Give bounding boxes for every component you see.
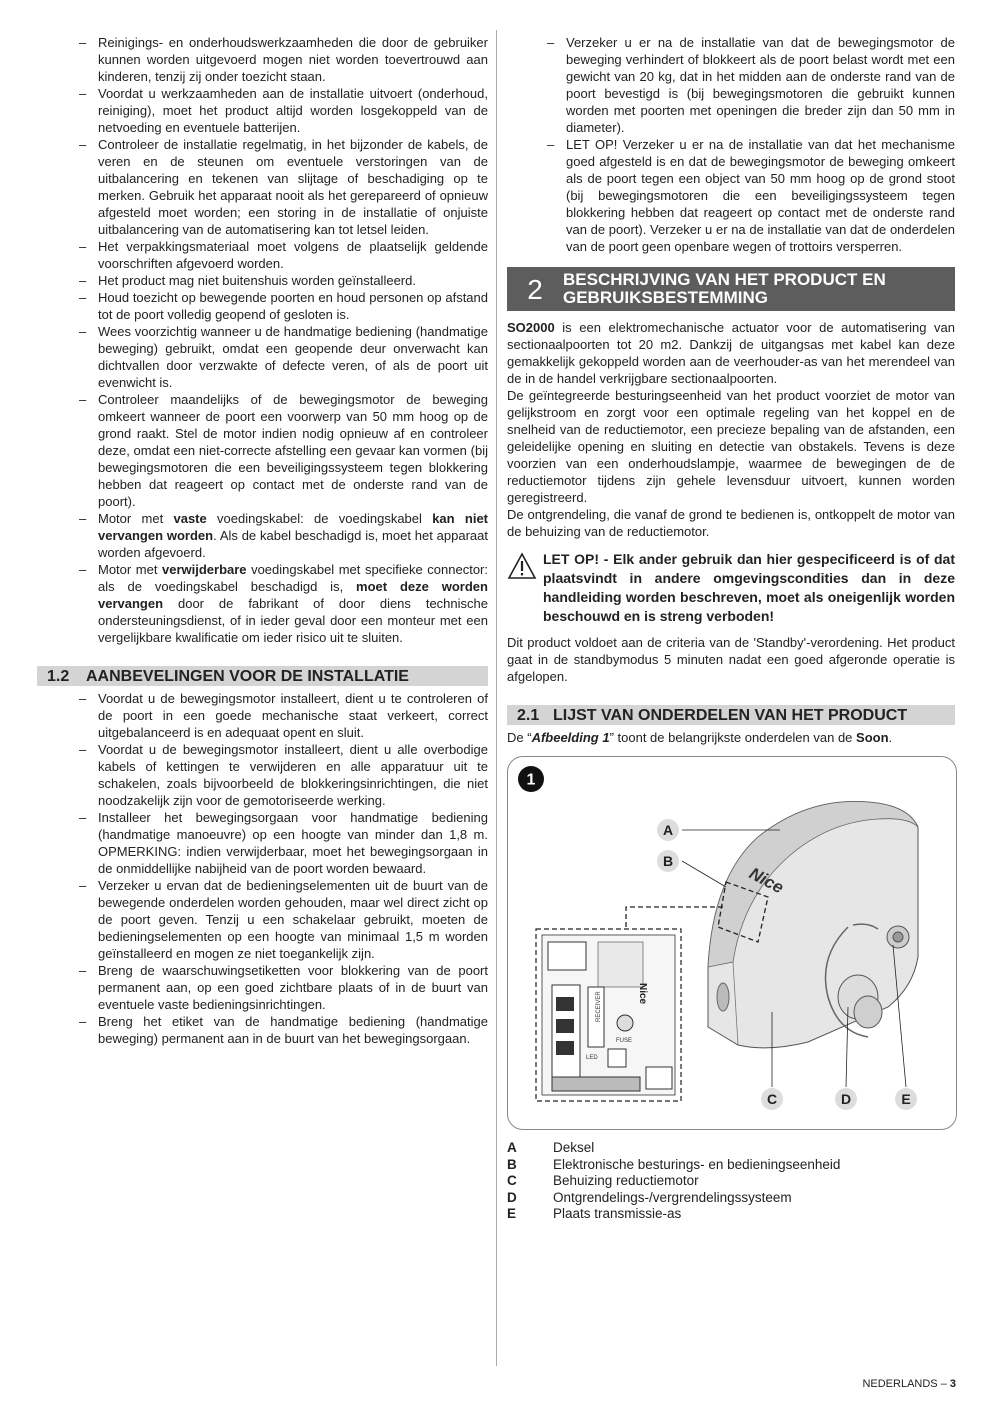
list-item: – Breng de waarschuwingsetiketten voor blokkering van de poort permanent aan, op een goed zichtbare plaats of in de buurt van eventuele vaste bedieningsinrichtingen.	[37, 962, 488, 1013]
list-item: – Voordat u de bewegingsmotor installeert, dient u te controleren of de poort in een goede mechanische staat verkeert, correct uitgebalanceerd is en adequaat opent en sluit.	[37, 690, 488, 741]
list-item: – Controleer maandelijks of de bewegingsmotor de beweging omkeert wanneer de poort een voorwerp van 50 mm hoog op de grond raakt. Stel de motor indien nodig opnieuw af en controleer deze, omdat een niet-correcte afstelling een gevaar kan vormen (bij bewegingsmotoren die een beveiligingssysteem tegen blokkering hebben dat reageert op contact met de onderste rand van de poort).	[37, 391, 488, 510]
control-unit-paragraph: De geïntegreerde besturingseenheid van het product voorziet de motor van gelijkstroom en zorgt voor een optimale regeling van het koppel en de snelheid van de reductiemotor, een precieze bepaling van de afstanden, een geleidelijke opening en sluiting en detectie van obstakels. Tevens is deze voorzien van een onderhoudslampje, waarmee de bewegingen de de reductiemotor tijdens zijn gehele levensduur uitvoert, kunnen worden geregistreerd.	[507, 388, 955, 505]
section-number: 1.2	[47, 667, 70, 685]
list-item: – Voordat u de bewegingsmotor installeert, dient u alle overbodige kabels of kettingen te verwijderen en alle apparatuur uit te schakelen, zoals bijvoorbeeld de blokkeringsinrichtingen, die niet noodzakelijk zijn voor de gemotoriseerde werking.	[37, 741, 488, 809]
standby-paragraph: Dit product voldoet aan de criteria van de 'Standby'-verordening. Het product gaat in de standbymodus 5 minuten nadat een goed afgeronde operatie is afgelopen.	[507, 635, 955, 684]
list-item: – Het verpakkingsmateriaal moet volgens de plaatselijk geldende voorschriften afgevoerd worden.	[37, 238, 488, 272]
section-number: 2.1	[517, 706, 540, 724]
list-item-fixed-cable: – Motor met vaste voedingskabel: de voedingskabel kan niet vervangen worden. Als de kabel beschadigd is, moet het apparaat worden afgevoerd.	[37, 510, 488, 561]
right-column	[507, 34, 955, 1223]
board-receiver-label: RECEIVER	[596, 991, 602, 1022]
chapter-title: BESCHRIJVING VAN HET PRODUCT EN GEBRUIKSBESTEMMING	[563, 270, 886, 307]
list-item: – Reinigings- en onderhoudswerkzaamheden die door de gebruiker kunnen worden uitgevoerd mogen niet worden toevertrouwd aan kinderen, tenzij zij onder toezicht staan.	[37, 34, 488, 85]
legend-item: E Plaats transmissie-as	[507, 1206, 682, 1221]
section-title: AANBEVELINGEN VOOR DE INSTALLATIE	[86, 667, 409, 685]
callout-d	[835, 1088, 857, 1110]
list-item-removable-cable: – Motor met verwijderbare voedingskabel met specifieke connector: als de voedingskabel beschadigd is, moet deze worden vervangen door de fabrikant of door diens technische ondersteuningsdienst, of in ieder geval door een monteur met een vergelijkbare kwalificatie om ieder risico uit te sluiten.	[37, 561, 488, 646]
list-item: – Installeer het bewegingsorgaan voor handmatige bediening (handmatige manoeuvre) op een hoogte van minder dan 1,8 m. OPMERKING: indien verwijderbaar, moet het bewegingsorgaan in de onmiddellijke nabijheid van de poort worden bewaard.	[37, 809, 488, 877]
legend-item: C Behuizing reductiemotor	[507, 1173, 699, 1188]
svg-text:E: E	[901, 1091, 911, 1107]
chapter-number: 2	[527, 273, 543, 305]
callout-a	[657, 819, 679, 841]
board-fuse-label: FUSE	[616, 1038, 633, 1044]
list-item: – Wees voorzichtig wanneer u de handmatige bediening (handmatige beweging) gebruikt, omdat een geopende deur onverwacht kan dichtvallen door verzwakte of defecte veren, of als de poort uit evenwicht is.	[37, 323, 488, 391]
footer-language: NEDERLANDS –	[862, 1378, 950, 1390]
svg-text:D: D	[840, 1091, 852, 1107]
svg-text:C: C	[766, 1091, 778, 1107]
list-item: – Voordat u werkzaamheden aan de installatie uitvoert (onderhoud, reiniging), moet het product altijd worden losgekoppeld van de netvoeding en eventuele batterijen.	[37, 85, 488, 136]
figure-number: 1	[526, 771, 536, 789]
column-divider	[496, 30, 497, 1366]
list-item: – Verzeker u ervan dat de bedieningselementen uit de buurt van de bewegende onderdelen worden gehouden, maar wel direct zicht op de poort geven. Tenzij u een schakelaar gebruikt, moeten de bedieningselementen op een hoogte van minimaal 1,5 m worden geïnstalleerd en mogen ze niet toegankelijk zijn.	[37, 877, 488, 962]
warning-box	[507, 550, 955, 626]
figure-1	[507, 756, 957, 1130]
list-item: – Controleer de installatie regelmatig, in het bijzonder de kabels, de veren en de steunen om eventuele verstoringen van de uitbalancering en tekenen van slijtage of beschadiging op te merken. Gebruik het apparaat nooit als het gerepareerd of opnieuw afgesteld moet worden; een storing in de installatie of onjuiste uitbalancering van de automatisering kan tot letsel leiden.	[37, 136, 488, 238]
svg-text:A: A	[662, 822, 674, 838]
section-heading-1-2	[37, 666, 488, 686]
list-item: – Breng het etiket van de handmatige bediening (handmatige beweging) permanent aan in de buurt van het bewegingsorgaan.	[37, 1013, 488, 1047]
board-led-label: LED	[586, 1055, 598, 1061]
page-number: 3	[949, 1378, 956, 1390]
section-heading-2-1	[507, 705, 955, 725]
page-footer	[862, 1378, 956, 1390]
callout-b	[657, 850, 679, 872]
housing-brand: Nice	[746, 863, 787, 898]
chapter-heading-2	[507, 267, 955, 311]
left-column	[37, 34, 488, 1047]
legend-item: B Elektronische besturings- en bedieningseenheid	[507, 1156, 841, 1172]
figure-reference: De “Afbeelding 1” toont de belangrijkste onderdelen van de Soon.	[507, 730, 893, 745]
product-illustration	[508, 757, 956, 1129]
board-brand: Nice	[637, 983, 648, 1005]
list-item: – Het product mag niet buitenshuis worden geïnstalleerd.	[37, 272, 488, 289]
callout-c	[761, 1088, 783, 1110]
safety-list-continued	[507, 34, 955, 255]
list-item: – Houd toezicht op bewegende poorten en houd personen op afstand tot de poort volledig geopend of gesloten is.	[37, 289, 488, 323]
figure-legend	[507, 1140, 955, 1223]
section-title: LIJST VAN ONDERDELEN VAN HET PRODUCT	[553, 706, 908, 724]
safety-list	[37, 34, 488, 646]
svg-text:B: B	[662, 853, 674, 869]
warning-text: LET OP! - Elk ander gebruik dan hier gespecificeerd is of dat plaatsvindt in andere omgevingscondities dan in deze handleiding worden beschreven, moet als oneigenlijk worden beschouwd en is streng verboden!	[543, 551, 955, 624]
installation-list	[37, 690, 488, 1047]
release-paragraph: De ontgrendeling, die vanaf de grond te bedienen is, ontkoppelt de motor van de behuizing van de reductiemotor.	[507, 507, 955, 539]
legend-item: D Ontgrendelings-/vergrendelingssysteem	[507, 1189, 792, 1205]
intro-paragraph: SO2000 is een elektromechanische actuator voor de automatisering van sectionaalpoorten tot 20 m2. Dankzij de uitgangsas met kabel kan deze gemakkelijk gekoppeld worden aan de veerhouder-as van het merendeel van de in de handel verkrijgbare sectionaalpoorten.	[507, 320, 955, 386]
warning-triangle-icon	[507, 550, 543, 626]
list-item: – Verzeker u er na de installatie van dat de bewegingsmotor de beweging verhindert of blokkeert als de poort belast wordt met een gewicht van 20 kg, dat in het midden aan de onderste rand van de poort bevestigd is (bij bewegingsmotoren die gebruikt kunnen worden met poorten met openingen die breder zijn dan 50 mm in diameter).	[507, 34, 955, 136]
list-item: – LET OP! Verzeker u er na de installatie van dat het mechanisme goed afgesteld is en dat de bewegingsmotor de beweging omkeert als de poort tegen een object van 50 mm hoog op de grond stoot (bij bewegingsmotoren die een beveiligingssysteem tegen blokkering hebben dat reageert op contact met de onderste rand van de poort). Verzeker u er na de installatie van dat de onderdelen van de poort geen openbare wegen of trottoirs versperren.	[507, 136, 955, 255]
legend-item: A Deksel	[507, 1140, 595, 1155]
callout-e	[895, 1088, 917, 1110]
